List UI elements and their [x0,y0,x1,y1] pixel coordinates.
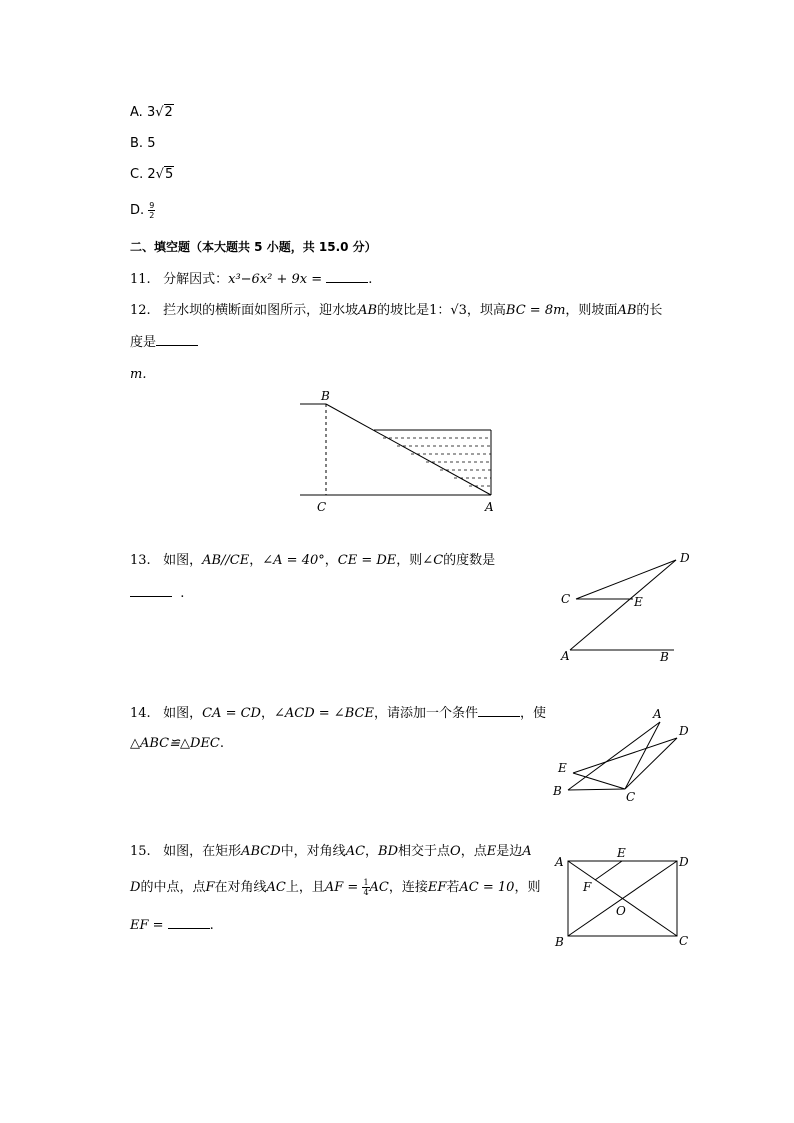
math-expression: EF [427,880,447,895]
question-text: ，连接 [388,880,428,895]
question-text: ，坝高 [466,303,506,318]
point-label-a: A [561,649,570,663]
section-title: 二、填空题（本大题共 5 小题，共 15.0 分） [130,240,377,254]
math-expression: E [486,844,497,859]
question-number: 15. [130,844,151,859]
math-expression: BD [378,844,399,859]
math-expression: AC [369,880,389,895]
option-c-radicand: 5 [164,167,174,182]
separator: ， [249,553,263,568]
point-label-d: D [679,855,689,869]
math-expression: A [522,844,532,859]
option-a-coef: 3 [146,105,156,120]
period: . [219,736,225,751]
question-text: ，点 [460,844,487,859]
slope-ratio: 1：√3 [429,303,467,318]
option-b-value: 5 [147,136,156,151]
question-text: ，则 [514,880,541,895]
question-text: 的度数是 [443,553,496,568]
math-expression: D [130,880,141,895]
question-number: 14. [130,706,151,721]
question-text: ，则坡面 [565,303,618,318]
point-label-e: E [558,761,567,775]
point-label-a: A [485,500,494,514]
point-label-e: E [634,595,643,609]
point-label-c: C [679,934,689,948]
point-label-a: A [653,707,662,721]
math-expression: ∠A = 40° [262,553,325,568]
point-label-c: C [626,790,636,804]
math-expression: AB//CE [202,553,250,568]
point-label-o: O [616,904,626,918]
sqrt-symbol: √2 [155,105,173,120]
fraction-numerator: 1 [363,878,369,887]
point-label-b: B [660,650,669,664]
point-label-d: D [680,551,690,565]
point-label-f: F [583,880,592,894]
question-text: 相交于点 [398,844,451,859]
option-c-coef: 2 [147,167,156,182]
math-expression: BC = 8m [505,303,566,318]
point-label-a: A [555,855,564,869]
math-expression: ABCD [241,844,281,859]
question-text: 如图，在矩形 [163,844,242,859]
sqrt-symbol: √5 [155,167,174,182]
question-number: 13. [130,553,151,568]
point-label-c: C [317,500,327,514]
question-number: 11. [130,272,151,287]
math-expression: AC = 10 [459,880,515,895]
question-text: 上，且 [285,880,325,895]
question-text: 的长 [636,303,663,318]
question-text: 如图， [163,706,203,721]
math-expression: CA = CD [202,706,261,721]
math-expression: EF = [130,918,168,933]
point-label-e: E [617,846,626,860]
option-d-label: D. [130,203,145,218]
question-text: ，则 [396,553,423,568]
math-expression: O [450,844,461,859]
math-expression: AB [358,303,378,318]
period: . [368,272,373,287]
point-label-b: B [321,389,330,403]
point-label-b: B [553,784,562,798]
question-number: 12. [130,303,151,318]
question-text: ，使 [519,706,546,721]
question-text: 中，对角线 [280,844,346,859]
math-expression: AC [345,844,366,859]
question-text: 分解因式： [163,272,229,287]
separator: ， [324,553,338,568]
question-text: ，请添加一个条件 [373,706,478,721]
point-label-d: D [679,724,689,738]
option-b-label: B. [130,136,144,151]
question-text: 是边 [496,844,523,859]
option-a-label: A. [130,105,143,120]
math-expression: F [205,880,215,895]
math-expression: △ABC≌△DEC [130,736,220,751]
question-text: 若 [446,880,460,895]
option-a-radicand: 2 [164,105,173,120]
math-expression: AC [266,880,286,895]
question-text: 度是 [130,335,157,350]
question-text: 拦水坝的横断面如图所示，迎水坡 [163,303,359,318]
math-expression: CE = DE [337,553,397,568]
fraction-denominator: 2 [149,211,155,220]
point-label-c: C [561,592,571,606]
question-text: 在对角线 [214,880,267,895]
fraction-denominator: 4 [363,888,369,897]
fraction-numerator: 9 [149,201,155,210]
math-expression: ∠C [422,553,444,568]
separator: ， [260,706,274,721]
math-expression: ∠ACD = ∠BCE [274,706,374,721]
period: . [180,586,185,601]
math-expression: x³−6x² + 9x = [228,272,327,287]
question-text: 如图， [163,553,203,568]
period: . [209,918,214,933]
question-text: 的坡比是 [377,303,430,318]
option-c-label: C. [130,167,144,182]
math-expression: AF = [324,880,363,895]
math-expression: AB [617,303,637,318]
separator: ， [365,844,379,859]
point-label-b: B [555,935,564,949]
question-text: 的中点，点 [140,880,206,895]
question-12-unit: m. [130,367,147,382]
